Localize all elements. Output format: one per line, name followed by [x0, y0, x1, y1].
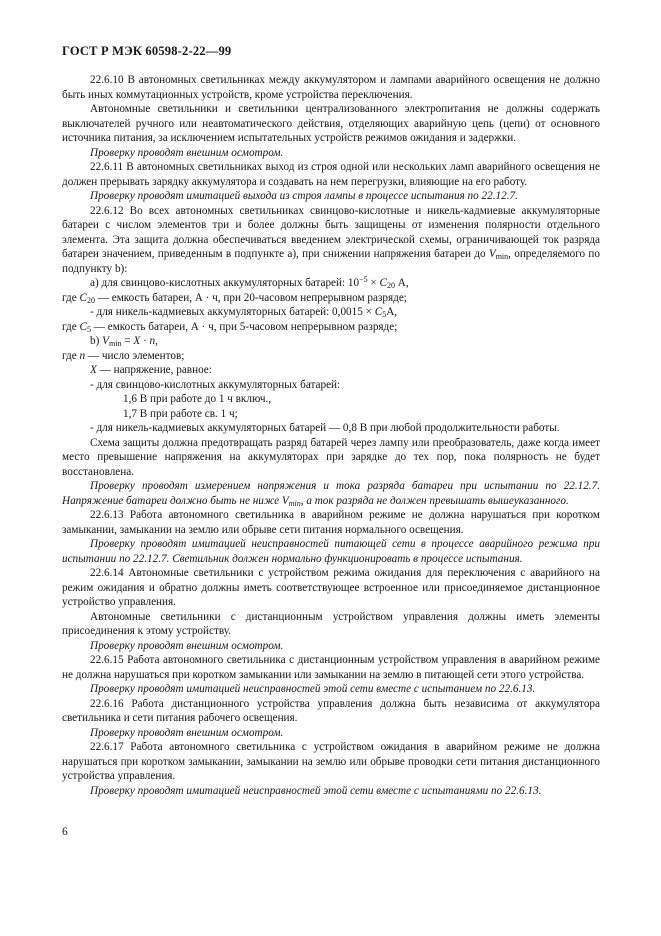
paragraph: 22.6.12 Во всех автономных светильниках свинцово-кислотные и никель-кадмиевые аккумуляторные батареи с числом элементов три и более должны быть защищены от изменения полярности отдельного элемента. Эта защита должна обеспечиваться введением электрической схемы, ограничивающей ток разряда батареи значением, приведенным в подпункте а), при снижении напряжения батареи до $V_{min}$, определяемого по подпункту b): [62, 204, 600, 275]
paragraph: 22.6.10 В автономных светильниках между аккумулятором и лампами аварийного освещения не должно быть иных коммутационных устройств, кроме устройства переключения. [62, 74, 600, 101]
paragraph: Автономные светильники с дистанционным устройством управления должны иметь элементы присоединения к этому устройству. [62, 610, 600, 637]
paragraph: 1,7 В при работе св. 1 ч; [123, 407, 238, 420]
document-header: ГОСТ Р МЭК 60598-2-22—99 [62, 44, 232, 58]
paragraph: b) $V_{min} = X \cdot n$, [90, 335, 158, 348]
paragraph: где $C_{20}$ — емкость батареи, А · ч, при 20-часовом непрерывном разряде; [62, 291, 407, 305]
paragraph: 1,6 В при работе до 1 ч включ., [123, 393, 272, 405]
paragraph: Автономные светильники и светильники централизованного электропитания не должны содержать выключателей ручного или неавтоматического действия, отделяющих аварийную цепь (цепи) от основного источника питания, за исключением испытательных устройств режимов ожидания и задержки. [62, 103, 600, 144]
check-note: Проверку проводят имитацией выхода из строя лампы в процессе испытания по 22.12.7. [90, 190, 518, 202]
paragraph: - для никель-кадмиевых аккумуляторных батарей — 0,8 В при любой продолжительности работы. [90, 422, 560, 434]
paragraph: где n — число элементов; [62, 349, 185, 362]
paragraph: а) для свинцово-кислотных аккумуляторных батарей: $10^{-5} \times C_{20}$ А, [90, 275, 409, 290]
page-number: 6 [62, 826, 68, 838]
paragraph: где $C_5$ — емкость батареи, А · ч, при 5-часовом непрерывном разряде; [62, 320, 398, 334]
paragraph: 22.6.17 Работа автономного светильника с устройством ожидания в аварийном режиме не должна нарушаться при коротком замыкании, замыкании на землю или обрыве проводки сети питания дистанционного устройства управления. [62, 741, 600, 782]
check-note: Проверку проводят внешним осмотром. [90, 639, 284, 652]
check-note: Проверку проводят внешним осмотром. [90, 726, 284, 739]
paragraph: 22.6.11 В автономных светильниках выход из строя одной или нескольких ламп аварийного освещения не должен прерывать зарядку аккумулятора и создавать на нем перегрузки, влияющие на его работу. [62, 161, 600, 188]
paragraph: 22.6.16 Работа дистанционного устройства управления должна быть независима от аккумулятора светильника и сети питания рабочего освещения. [62, 697, 600, 724]
paragraph: 22.6.15 Работа автономного светильника с дистанционным устройством управления в аварийном режиме не должна нарушаться при коротком замыкании или замыкании на землю в питающей сети этого устройства. [62, 654, 600, 681]
paragraph: - для никель-кадмиевых аккумуляторных батарей: $0,0015 \times C_5А$, [90, 306, 398, 319]
check-note: Проверку проводят измерением напряжения и тока разряда батареи при испытании по 22.12.7. Напряжение батареи должно быть не ниже $V_{min}$, а ток разряда не должен превышать вышеуказанного. [62, 480, 600, 508]
paragraph: X — напряжение, равное: [90, 364, 212, 376]
check-note: Проверку проводят имитацией неисправностей этой сети вместе с испытаниями по 22.6.13. [90, 784, 542, 797]
check-note: Проверку проводят имитацией неисправностей питающей сети в процессе аварийного режима при испытании по 22.12.7. Светильник должен нормально функционировать в процессе испытания. [62, 538, 600, 565]
paragraph: 22.6.14 Автономные светильники с устройством режима ожидания для переключения с аварийного на режим ожидания и обратно должны иметь соответствующее встроенное или присоединяемое дистанционное устройство управления. [62, 567, 600, 608]
paragraph: Схема защиты должна предотвращать разряд батарей через лампу или преобразователь, даже когда имеет место превышение напряжения на аккумуляторах при зарядке до тех пор, пока полярность не будет восстановлена. [62, 436, 600, 478]
check-note: Проверку проводят внешним осмотром. [90, 146, 284, 159]
paragraph: 22.6.13 Работа автономного светильника в аварийном режиме не должна нарушаться при коротком замыкании, замыкании на землю или обрыве сети питания нормального освещения. [62, 509, 600, 536]
document-body [62, 73, 600, 798]
check-note: Проверку проводят имитацией неисправностей этой сети вместе с испытанием по 22.6.13. [90, 683, 536, 695]
paragraph: - для свинцово-кислотных аккумуляторных батарей: [90, 378, 341, 391]
